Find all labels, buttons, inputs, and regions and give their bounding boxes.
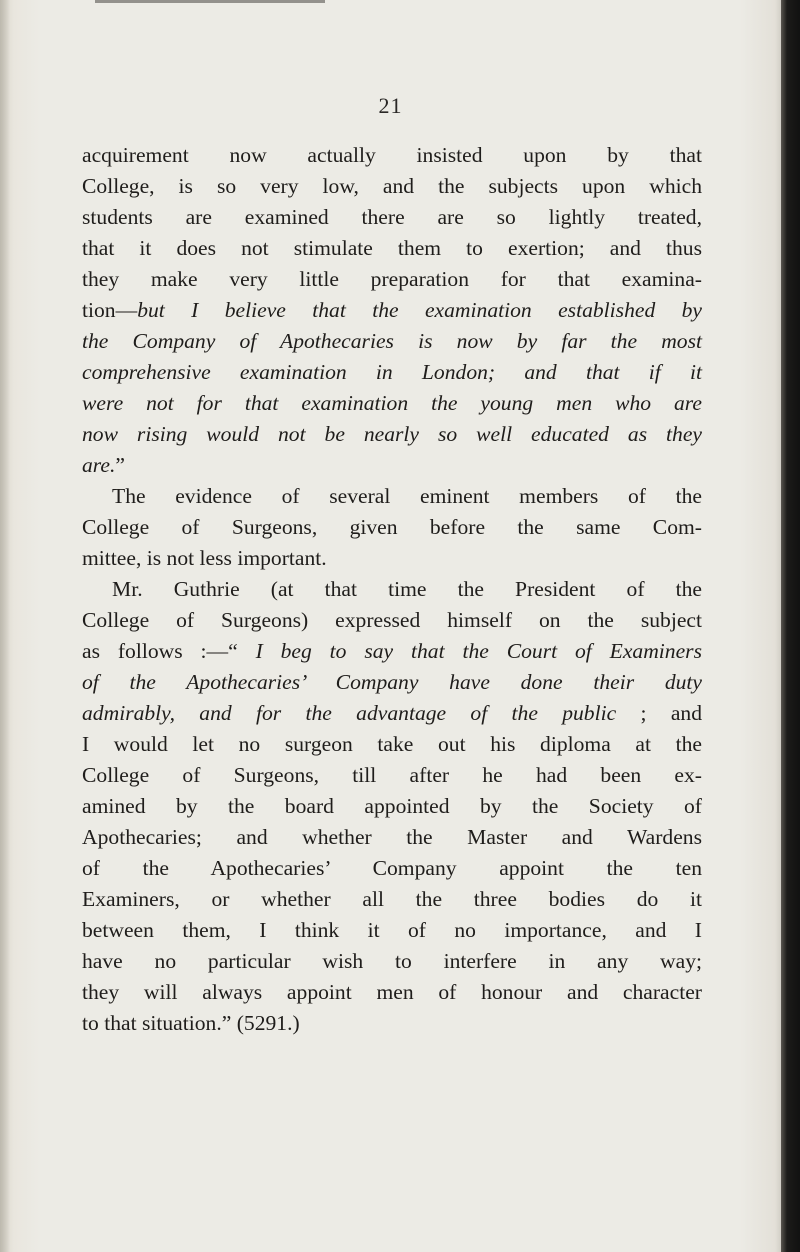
italic-text: I beg to say that the Court of Examiners	[255, 639, 702, 663]
text-line	[82, 326, 702, 357]
top-edge-mark	[95, 0, 325, 3]
text-segment: The evidence of several eminent members of the	[112, 484, 702, 508]
text-line	[82, 946, 702, 977]
text-line	[82, 264, 702, 295]
text-segment: as follows :—“	[82, 639, 256, 663]
text-line	[82, 760, 702, 791]
page-number: 21	[378, 93, 403, 118]
text-line	[82, 388, 702, 419]
italic-text: the Company of Apothecaries is now by far the most	[82, 329, 702, 353]
text-segment: acquirement now actually insisted upon by that	[82, 143, 702, 167]
text-segment: between them, I think it of no importance, and I	[82, 918, 702, 942]
text-line	[82, 822, 702, 853]
text-segment: ; and	[616, 701, 702, 725]
text-segment: Apothecaries; and whether the Master and Wardens	[82, 825, 702, 849]
body-text	[82, 140, 702, 1039]
text-line	[82, 171, 702, 202]
gutter-shadow	[0, 0, 10, 1252]
text-line	[82, 233, 702, 264]
text-line	[82, 543, 702, 574]
text-segment: Mr. Guthrie (at that time the President of the	[112, 577, 702, 601]
text-line	[82, 295, 702, 326]
text-segment: College of Surgeons, till after he had been ex-	[82, 763, 702, 787]
text-line	[82, 512, 702, 543]
text-segment: Examiners, or whether all the three bodies do it	[82, 887, 702, 911]
text-segment: tion—	[82, 298, 138, 322]
text-segment: mittee, is not less important.	[82, 546, 327, 570]
italic-text: but I believe that the examination established by	[137, 298, 702, 322]
text-segment: students are examined there are so lightly treated,	[82, 205, 702, 229]
text-line	[82, 667, 702, 698]
italic-text: are.	[82, 453, 116, 477]
text-segment: have no particular wish to interfere in any way;	[82, 949, 702, 973]
text-line	[82, 915, 702, 946]
text-line	[82, 574, 702, 605]
italic-text: admirably, and for the advantage of the public	[82, 701, 617, 725]
text-line	[82, 481, 702, 512]
text-line	[82, 202, 702, 233]
text-line	[82, 605, 702, 636]
text-line	[82, 853, 702, 884]
text-segment: I would let no surgeon take out his diploma at the	[82, 732, 702, 756]
text-segment: College of Surgeons, given before the same Com-	[82, 515, 702, 539]
italic-text: now rising would not be nearly so well educated as they	[82, 422, 702, 446]
text-segment: amined by the board appointed by the Society of	[82, 794, 702, 818]
text-segment: of the Apothecaries’ Company appoint the ten	[82, 856, 702, 880]
text-segment: College, is so very low, and the subjects upon which	[82, 174, 702, 198]
text-segment: they will always appoint men of honour and character	[82, 980, 702, 1004]
text-line	[82, 977, 702, 1008]
italic-text: of the Apothecaries’ Company have done their duty	[82, 670, 702, 694]
italic-text: were not for that examination the young men who are	[82, 391, 702, 415]
text-line	[82, 698, 702, 729]
text-line	[82, 791, 702, 822]
text-line	[82, 140, 702, 171]
text-line	[82, 884, 702, 915]
text-segment: they make very little preparation for that examina-	[82, 267, 702, 291]
text-line	[82, 729, 702, 760]
text-segment: that it does not stimulate them to exertion; and thus	[82, 236, 702, 260]
text-segment: to that situation.” (5291.)	[82, 1011, 300, 1035]
text-line	[82, 419, 702, 450]
text-line	[82, 450, 702, 481]
italic-text: comprehensive examination in London; and that if it	[82, 360, 702, 384]
text-line	[82, 357, 702, 388]
text-segment: ”	[115, 453, 125, 477]
page-edge-shadow	[781, 0, 800, 1252]
text-line	[82, 636, 702, 667]
text-line	[82, 1008, 702, 1039]
text-segment: College of Surgeons) expressed himself on the subject	[82, 608, 702, 632]
